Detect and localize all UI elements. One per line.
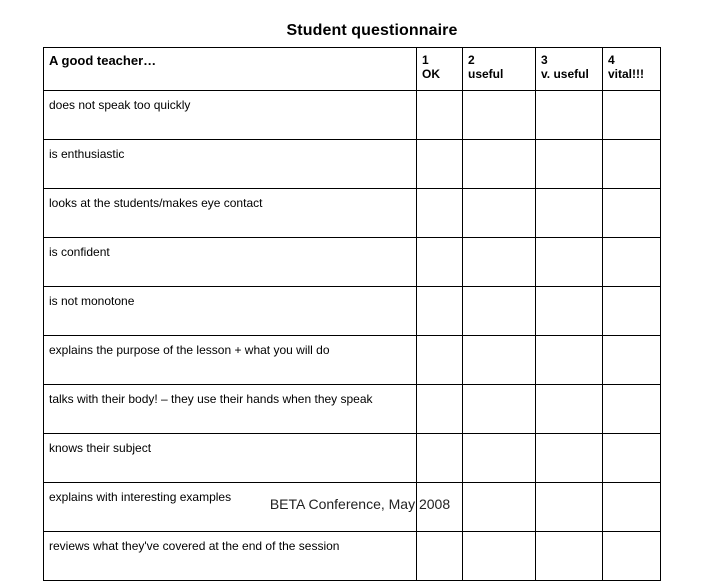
rating-cell-4[interactable] bbox=[603, 238, 661, 287]
table-row bbox=[44, 532, 661, 581]
score-label: OK bbox=[422, 67, 440, 81]
score-header-4 bbox=[603, 48, 661, 91]
score-number: 2 bbox=[468, 53, 475, 67]
table-row bbox=[44, 189, 661, 238]
statement-label: does not speak too quickly bbox=[44, 91, 417, 140]
rating-cell-4[interactable] bbox=[603, 434, 661, 483]
rating-cell-3[interactable] bbox=[536, 287, 603, 336]
rating-cell-4[interactable] bbox=[603, 140, 661, 189]
rating-cell-3[interactable] bbox=[536, 189, 603, 238]
rating-cell-1[interactable] bbox=[417, 434, 463, 483]
rating-cell-3[interactable] bbox=[536, 385, 603, 434]
rating-cell-4[interactable] bbox=[603, 385, 661, 434]
rating-cell-4[interactable] bbox=[603, 287, 661, 336]
statement-label: talks with their body! – they use their hands when they speak bbox=[44, 385, 417, 434]
score-label: useful bbox=[468, 67, 504, 81]
statement-label: is not monotone bbox=[44, 287, 417, 336]
table-row bbox=[44, 385, 661, 434]
rating-cell-2[interactable] bbox=[463, 434, 536, 483]
rating-cell-3[interactable] bbox=[536, 532, 603, 581]
rating-cell-2[interactable] bbox=[463, 189, 536, 238]
rating-cell-3[interactable] bbox=[536, 91, 603, 140]
rating-cell-4[interactable] bbox=[603, 336, 661, 385]
rating-cell-3[interactable] bbox=[536, 140, 603, 189]
statement-header: A good teacher… bbox=[44, 48, 417, 91]
rating-cell-4[interactable] bbox=[603, 91, 661, 140]
table-row bbox=[44, 91, 661, 140]
rating-cell-1[interactable] bbox=[417, 532, 463, 581]
statement-label: explains the purpose of the lesson + what you will do bbox=[44, 336, 417, 385]
rating-cell-1[interactable] bbox=[417, 238, 463, 287]
score-number: 1 bbox=[422, 53, 429, 67]
rating-cell-1[interactable] bbox=[417, 189, 463, 238]
table-row bbox=[44, 238, 661, 287]
statement-label: looks at the students/makes eye contact bbox=[44, 189, 417, 238]
rating-cell-2[interactable] bbox=[463, 532, 536, 581]
rating-cell-2[interactable] bbox=[463, 140, 536, 189]
header-row bbox=[44, 48, 661, 91]
statement-label: knows their subject bbox=[44, 434, 417, 483]
rating-cell-2[interactable] bbox=[463, 287, 536, 336]
table-row bbox=[44, 336, 661, 385]
table-row bbox=[44, 287, 661, 336]
score-header-3 bbox=[536, 48, 603, 91]
table-row bbox=[44, 140, 661, 189]
rating-cell-1[interactable] bbox=[417, 91, 463, 140]
rating-cell-3[interactable] bbox=[536, 238, 603, 287]
statement-label: is enthusiastic bbox=[44, 140, 417, 189]
conference-footer: BETA Conference, May 2008 bbox=[269, 496, 451, 512]
score-label: vital!!! bbox=[608, 67, 644, 81]
rating-cell-3[interactable] bbox=[536, 336, 603, 385]
score-label: v. useful bbox=[541, 67, 589, 81]
rating-cell-1[interactable] bbox=[417, 385, 463, 434]
statement-label: reviews what they've covered at the end of the session bbox=[44, 532, 417, 581]
rating-cell-4[interactable] bbox=[603, 532, 661, 581]
rating-cell-1[interactable] bbox=[417, 287, 463, 336]
rating-cell-1[interactable] bbox=[417, 140, 463, 189]
score-number: 3 bbox=[541, 53, 548, 67]
table-row bbox=[44, 434, 661, 483]
score-header-2 bbox=[463, 48, 536, 91]
score-number: 4 bbox=[608, 53, 615, 67]
statement-label: is confident bbox=[44, 238, 417, 287]
rating-cell-2[interactable] bbox=[463, 385, 536, 434]
rating-cell-1[interactable] bbox=[417, 336, 463, 385]
rating-cell-2[interactable] bbox=[463, 336, 536, 385]
rating-cell-2[interactable] bbox=[463, 91, 536, 140]
rating-cell-3[interactable] bbox=[536, 434, 603, 483]
score-header-1 bbox=[417, 48, 463, 91]
statement-label: explains with interesting examples bbox=[44, 483, 417, 532]
page-title: Student questionnaire bbox=[286, 22, 458, 39]
rating-cell-2[interactable] bbox=[463, 238, 536, 287]
rating-cell-4[interactable] bbox=[603, 189, 661, 238]
